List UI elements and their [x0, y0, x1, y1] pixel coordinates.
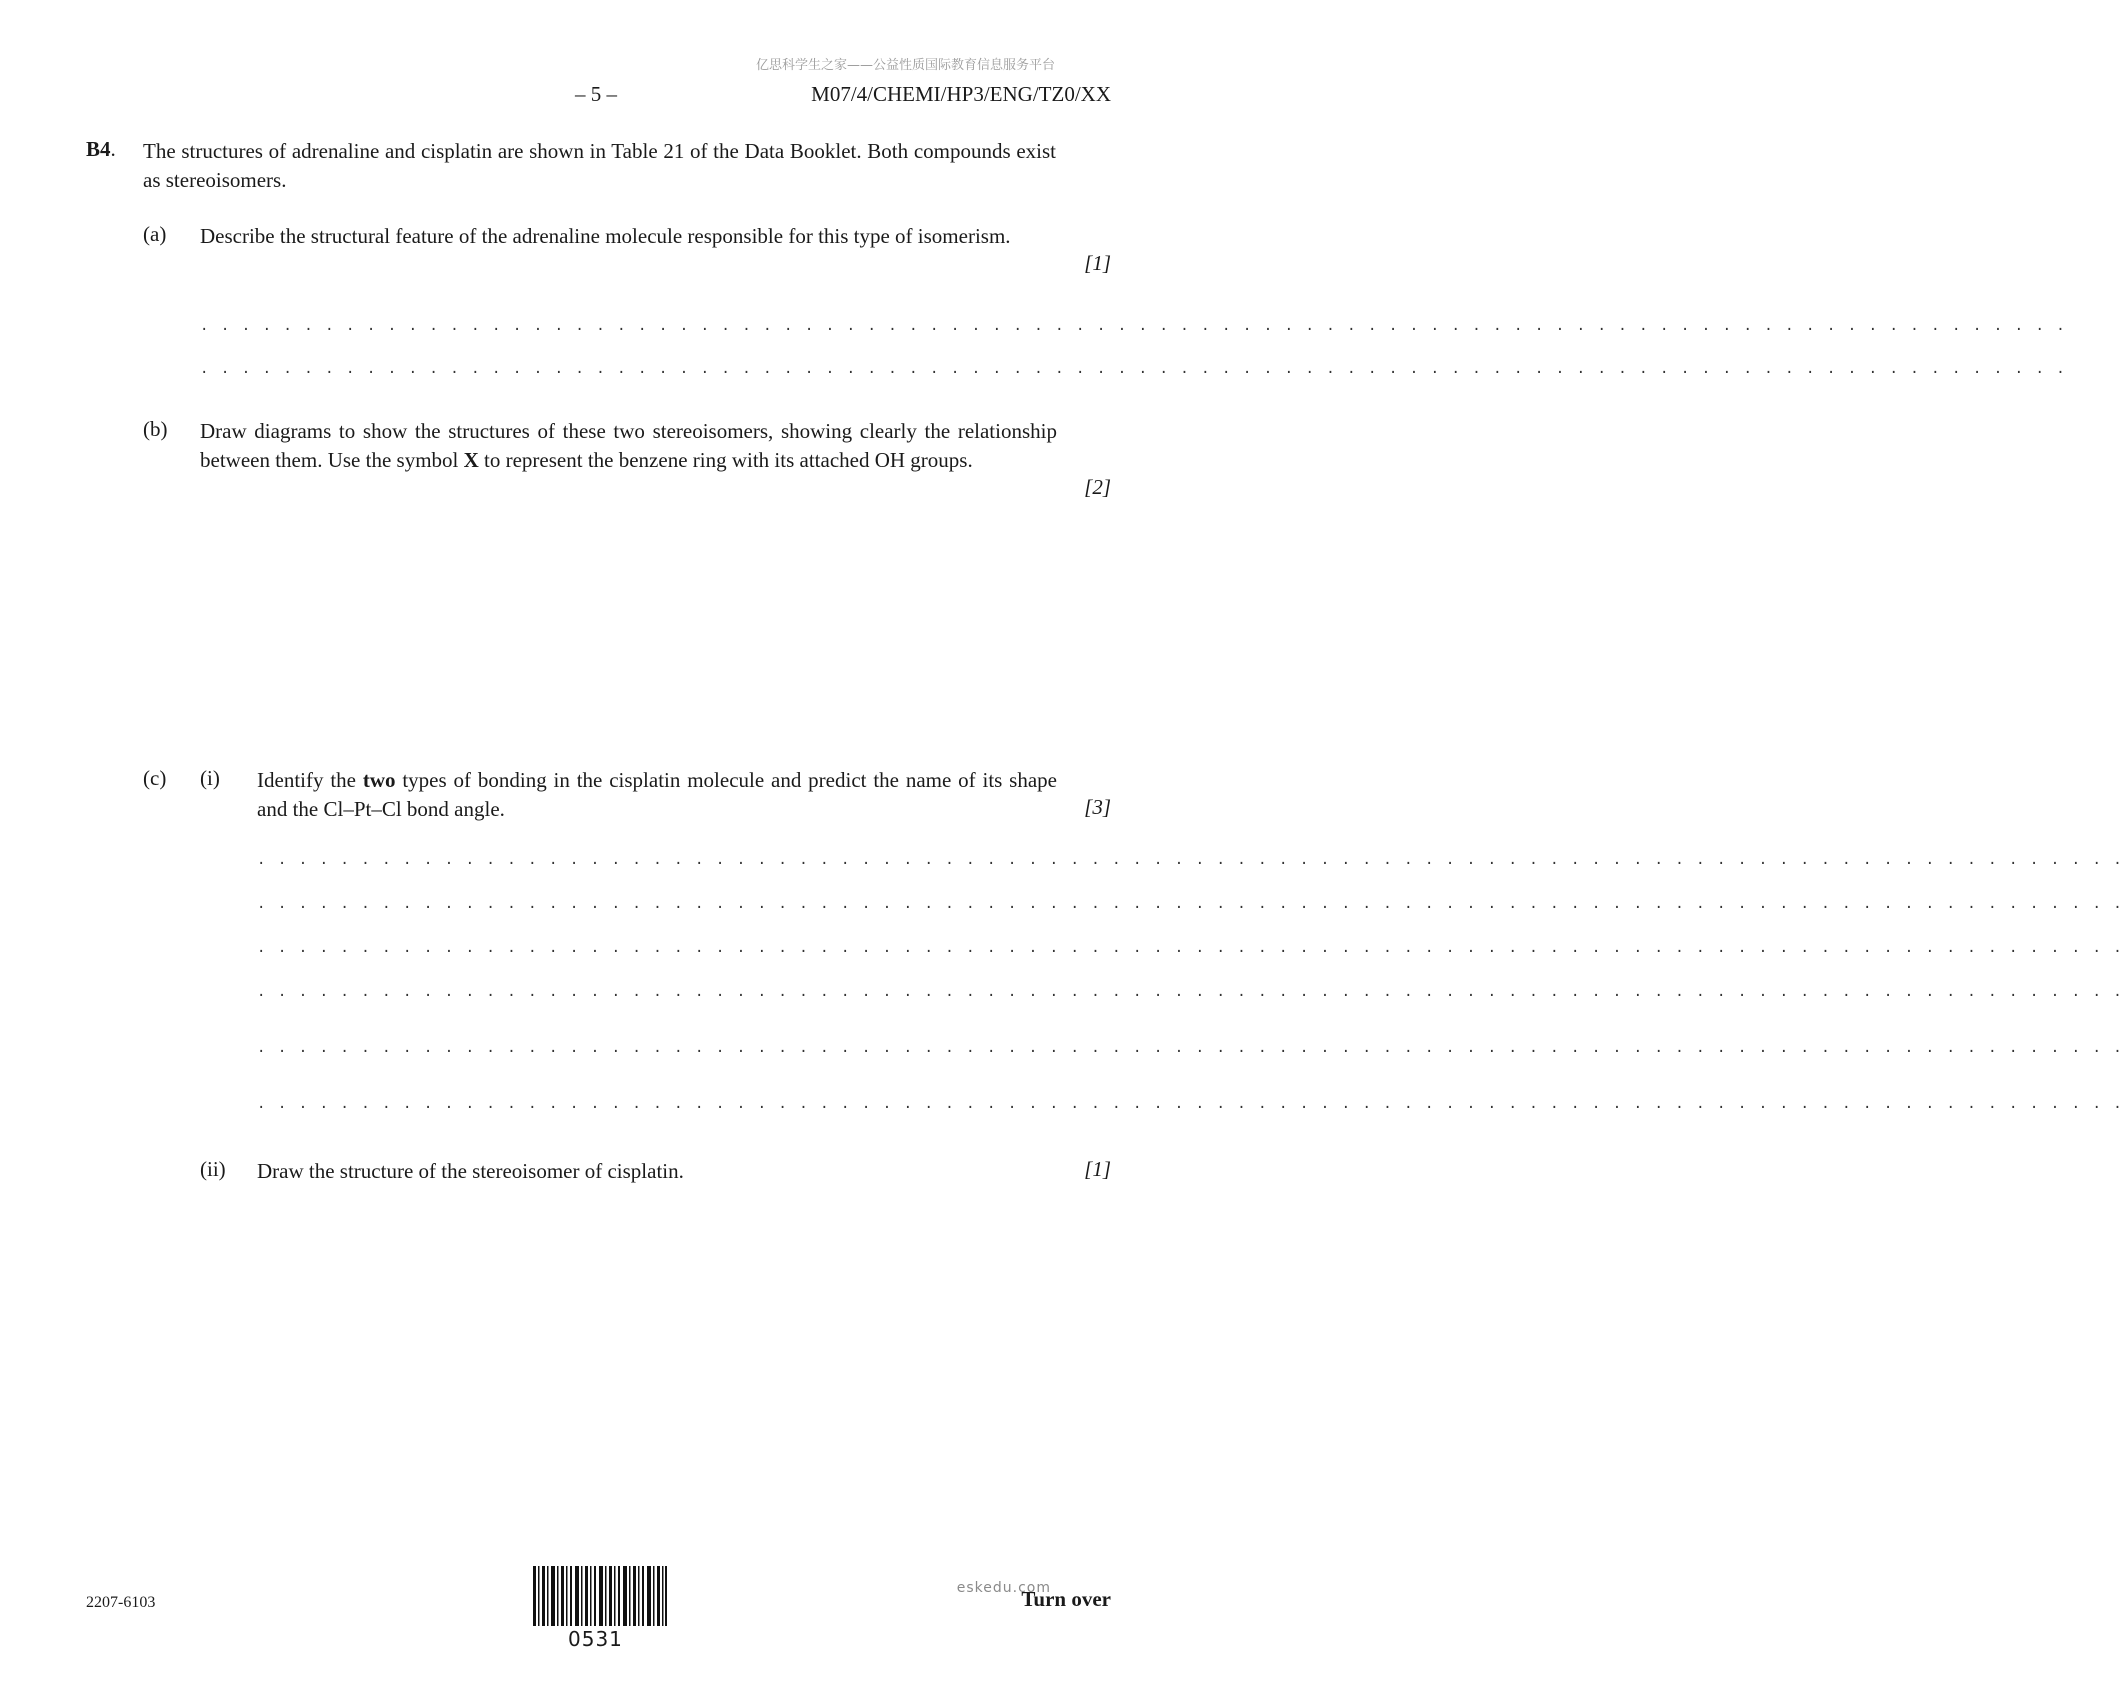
- drawing-area-b[interactable]: [200, 520, 1057, 750]
- part-c-i-text: Identify the two types of bonding in the cisplatin molecule and predict the name of its shape and the Cl–Pt–Cl bond angle.: [257, 768, 1057, 821]
- paper-code: M07/4/CHEMI/HP3/ENG/TZ0/XX: [811, 82, 1111, 106]
- footer-watermark: eskedu.com: [956, 1580, 1051, 1596]
- question-intro: The structures of adrenaline and cisplatin are shown in Table 21 of the Data Booklet. Both compounds exist as stereoisomers.: [143, 139, 1056, 192]
- answer-line[interactable]: . . . . . . . . . . . . . . . . . . . . . . . . . . . . . . . . . . . . . . . . . . . . . . . . . . . . . . . . . . . . . . . . . . . . . . . . . . . . . . . . . . . . . . . . . .: [257, 896, 2124, 912]
- part-a-label: (a): [143, 222, 167, 246]
- part-a-marks: [1]: [1084, 251, 1111, 275]
- part-b-marks: [2]: [1084, 475, 1111, 499]
- answer-line[interactable]: . . . . . . . . . . . . . . . . . . . . . . . . . . . . . . . . . . . . . . . . . . . . . . . . . . . . . . . . . . . . . . . . . . . . . . . . . . . . . . . . . . . . . . . . . .: [200, 361, 2067, 377]
- part-c-label: (c): [143, 766, 167, 790]
- answer-line[interactable]: . . . . . . . . . . . . . . . . . . . . . . . . . . . . . . . . . . . . . . . . . . . . . . . . . . . . . . . . . . . . . . . . . . . . . . . . . . . . . . . . . . . . . . . . . .: [257, 984, 2124, 1000]
- question-number: B4.: [86, 137, 116, 161]
- part-c-ii-label: (ii): [200, 1157, 226, 1181]
- answer-line[interactable]: . . . . . . . . . . . . . . . . . . . . . . . . . . . . . . . . . . . . . . . . . . . . . . . . . . . . . . . . . . . . . . . . . . . . . . . . . . . . . . . . . . . . . . . . . .: [257, 852, 2124, 868]
- part-c-i-marks: [3]: [1084, 795, 1111, 819]
- part-c-i-label: (i): [200, 766, 220, 790]
- page-number: – 5 –: [575, 82, 617, 106]
- part-b-label: (b): [143, 417, 168, 441]
- answer-line[interactable]: . . . . . . . . . . . . . . . . . . . . . . . . . . . . . . . . . . . . . . . . . . . . . . . . . . . . . . . . . . . . . . . . . . . . . . . . . . . . . . . . . . . . . . . . . .: [257, 1040, 2124, 1056]
- barcode: [533, 1566, 667, 1626]
- drawing-area-c-ii[interactable]: [257, 1200, 1057, 1530]
- turn-over-label: Turn over: [1021, 1587, 1111, 1611]
- header-watermark: 亿思科学生之家——公益性质国际教育信息服务平台: [755, 58, 1055, 73]
- part-a-text: Describe the structural feature of the adrenaline molecule responsible for this type of isomerism.: [200, 224, 1011, 248]
- answer-line[interactable]: . . . . . . . . . . . . . . . . . . . . . . . . . . . . . . . . . . . . . . . . . . . . . . . . . . . . . . . . . . . . . . . . . . . . . . . . . . . . . . . . . . . . . . . . . .: [257, 1096, 2124, 1112]
- answer-line[interactable]: . . . . . . . . . . . . . . . . . . . . . . . . . . . . . . . . . . . . . . . . . . . . . . . . . . . . . . . . . . . . . . . . . . . . . . . . . . . . . . . . . . . . . . . . . .: [200, 318, 2067, 334]
- part-c-ii-text: Draw the structure of the stereoisomer of cisplatin.: [257, 1159, 684, 1183]
- answer-line[interactable]: . . . . . . . . . . . . . . . . . . . . . . . . . . . . . . . . . . . . . . . . . . . . . . . . . . . . . . . . . . . . . . . . . . . . . . . . . . . . . . . . . . . . . . . . . .: [257, 940, 2124, 956]
- footer-code: 2207-6103: [86, 1594, 156, 1611]
- emphasis-two: two: [362, 768, 396, 792]
- part-c-ii-marks: [1]: [1084, 1157, 1111, 1181]
- barcode-number: 0531: [568, 1627, 623, 1651]
- symbol-x: X: [463, 448, 479, 472]
- part-b-text: Draw diagrams to show the structures of these two stereoisomers, showing clearly the relationship between them. Use the symbol X to represent the benzene ring with its attached OH groups.: [200, 419, 1057, 472]
